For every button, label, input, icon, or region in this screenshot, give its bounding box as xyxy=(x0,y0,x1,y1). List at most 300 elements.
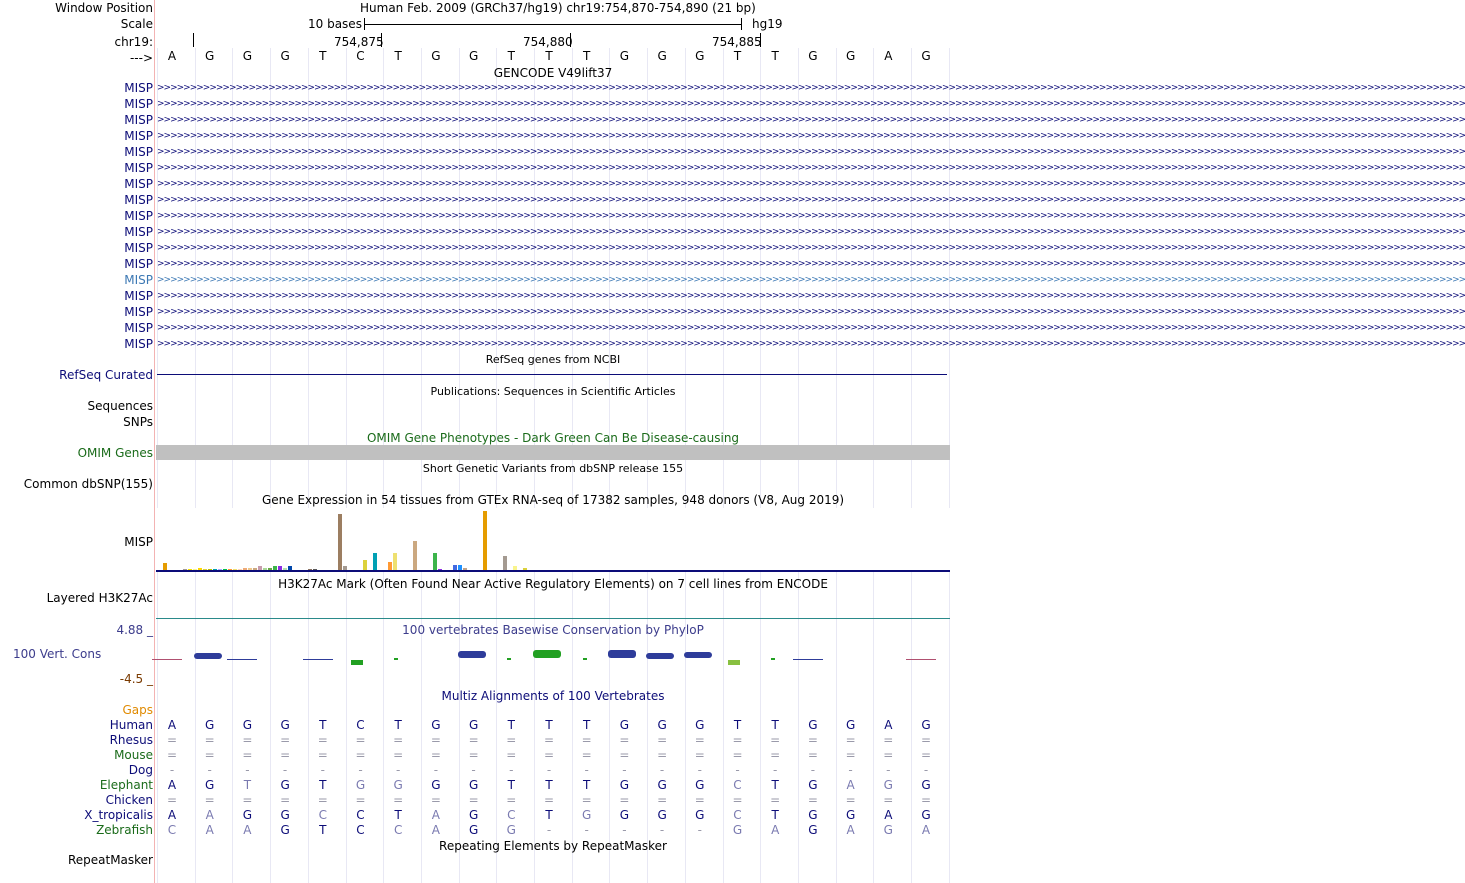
phylop-score-mark xyxy=(646,653,674,659)
gencode-track-title[interactable]: GENCODE V49lift37 xyxy=(493,66,613,80)
alignment-base: - xyxy=(923,763,929,777)
phylop-score-mark xyxy=(507,658,511,660)
species-label[interactable]: Mouse xyxy=(114,748,153,762)
gencode-transcript-arrows[interactable]: >>>>>>>>>>>>>>>>>>>>>>>>>>>>>>>>>>>>>>>>>>>>>>>>>>>>>>>>>>>>>>>>>>>>>>>>>>>>>>>>>>>>>>>>>>>>>>>>>>>>>>>>>>>>>>>>>>>>>>>>>>>>>>>>>>>>>>>>>>>>>>>>>>>>>>>>>>>>>>>>>>>>>>>>>>>>>>>>>>>>>>>>>>>>>>>>>>>>>>>> xyxy=(157,323,1465,333)
alignment-base: C xyxy=(356,808,365,822)
alignment-base: = xyxy=(393,748,404,762)
gtex-tissue-bar[interactable] xyxy=(483,511,487,571)
gtex-tissue-bar[interactable] xyxy=(338,514,342,571)
gtex-bar-chart[interactable] xyxy=(156,508,950,571)
gencode-transcript-label[interactable]: MISP xyxy=(124,225,153,239)
gencode-transcript-label[interactable]: MISP xyxy=(124,145,153,159)
refseq-track-title[interactable]: RefSeq genes from NCBI xyxy=(485,353,621,366)
gencode-transcript-arrows[interactable]: >>>>>>>>>>>>>>>>>>>>>>>>>>>>>>>>>>>>>>>>>>>>>>>>>>>>>>>>>>>>>>>>>>>>>>>>>>>>>>>>>>>>>>>>>>>>>>>>>>>>>>>>>>>>>>>>>>>>>>>>>>>>>>>>>>>>>>>>>>>>>>>>>>>>>>>>>>>>>>>>>>>>>>>>>>>>>>>>>>>>>>>>>>>>>>>>>>>>>>>> xyxy=(157,291,1465,301)
alignment-base: = xyxy=(770,748,781,762)
gtex-tissue-bar[interactable] xyxy=(503,556,507,571)
alignment-base: = xyxy=(581,793,592,807)
gencode-transcript-arrows[interactable]: >>>>>>>>>>>>>>>>>>>>>>>>>>>>>>>>>>>>>>>>>>>>>>>>>>>>>>>>>>>>>>>>>>>>>>>>>>>>>>>>>>>>>>>>>>>>>>>>>>>>>>>>>>>>>>>>>>>>>>>>>>>>>>>>>>>>>>>>>>>>>>>>>>>>>>>>>>>>>>>>>>>>>>>>>>>>>>>>>>>>>>>>>>>>>>>>>>>>>>>> xyxy=(157,83,1465,93)
alignment-base: = xyxy=(883,748,894,762)
alignment-base: G xyxy=(468,808,479,822)
sequence-base: G xyxy=(468,49,479,63)
alignment-base: T xyxy=(319,778,327,792)
phylop-score-mark xyxy=(303,659,333,660)
alignment-base: = xyxy=(732,793,743,807)
species-label[interactable]: Human xyxy=(109,718,153,732)
gencode-transcript-label[interactable]: MISP xyxy=(124,305,153,319)
alignment-base: = xyxy=(355,733,366,747)
sequence-base: T xyxy=(733,49,742,63)
species-label[interactable]: Zebrafish xyxy=(96,823,153,837)
gencode-transcript-label[interactable]: MISP xyxy=(124,209,153,223)
alignment-base: A xyxy=(431,808,440,822)
omim-gene-bar[interactable] xyxy=(156,445,950,460)
ruler-tick-label: 754,875 xyxy=(334,35,384,49)
dbsnp-label[interactable]: Common dbSNP(155) xyxy=(23,477,153,491)
gencode-transcript-label[interactable]: MISP xyxy=(124,97,153,111)
alignment-base: G xyxy=(280,718,290,732)
alignment-base: = xyxy=(430,793,441,807)
alignment-base: = xyxy=(619,733,630,747)
gtex-track-title[interactable]: Gene Expression in 54 tissues from GTEx RNA-seq of 17382 samples, 948 donors (V8, Aug 2019) xyxy=(261,493,845,507)
phylop-score-mark xyxy=(684,652,712,658)
dbsnp-track-title[interactable]: Short Genetic Variants from dbSNP release 155 xyxy=(422,462,684,475)
sequence-base: T xyxy=(545,49,553,63)
alignment-base: = xyxy=(920,733,932,747)
alignment-base: G xyxy=(845,808,856,822)
phylop-score-mark xyxy=(194,653,222,659)
gencode-transcript-arrows[interactable]: >>>>>>>>>>>>>>>>>>>>>>>>>>>>>>>>>>>>>>>>>>>>>>>>>>>>>>>>>>>>>>>>>>>>>>>>>>>>>>>>>>>>>>>>>>>>>>>>>>>>>>>>>>>>>>>>>>>>>>>>>>>>>>>>>>>>>>>>>>>>>>>>>>>>>>>>>>>>>>>>>>>>>>>>>>>>>>>>>>>>>>>>>>>>>>>>>>>>>>>> xyxy=(157,99,1465,109)
sequence-base: T xyxy=(583,49,591,63)
alignment-base: G xyxy=(468,823,479,837)
ruler-tick xyxy=(570,33,571,47)
snps-label[interactable]: SNPs xyxy=(123,415,153,429)
alignment-base: = xyxy=(393,793,404,807)
sequence-base: G xyxy=(695,49,705,63)
phylop-score-mark xyxy=(608,650,636,658)
alignment-base: - xyxy=(659,823,665,837)
alignment-base: C xyxy=(318,808,327,822)
gencode-transcript-label[interactable]: MISP xyxy=(124,321,153,335)
sequences-label[interactable]: Sequences xyxy=(87,399,153,413)
alignment-base: T xyxy=(771,808,779,822)
alignment-base: - xyxy=(509,763,514,777)
alignment-base: G xyxy=(808,718,818,732)
gencode-transcript-arrows[interactable]: >>>>>>>>>>>>>>>>>>>>>>>>>>>>>>>>>>>>>>>>>>>>>>>>>>>>>>>>>>>>>>>>>>>>>>>>>>>>>>>>>>>>>>>>>>>>>>>>>>>>>>>>>>>>>>>>>>>>>>>>>>>>>>>>>>>>>>>>>>>>>>>>>>>>>>>>>>>>>>>>>>>>>>>>>>>>>>>>>>>>>>>>>>>>>>>>>>>>>>>> xyxy=(157,259,1465,269)
alignment-base: G xyxy=(695,778,705,792)
refseq-label[interactable]: RefSeq Curated xyxy=(59,368,153,382)
alignment-base: T xyxy=(583,718,591,732)
alignment-base: - xyxy=(358,763,363,777)
alignment-base: G xyxy=(468,718,479,732)
alignment-base: - xyxy=(773,763,778,777)
alignment-base: T xyxy=(507,778,515,792)
alignment-base: = xyxy=(657,748,668,762)
alignment-base: G xyxy=(355,778,366,792)
alignment-base: - xyxy=(584,763,589,777)
assembly-label: hg19 xyxy=(752,17,783,31)
sequence-base: T xyxy=(394,49,402,63)
alignment-base: = xyxy=(807,793,818,807)
alignment-base: - xyxy=(433,763,439,777)
phylop-score-mark xyxy=(351,660,363,665)
alignment-base: = xyxy=(732,748,743,762)
gencode-transcript-label[interactable]: MISP xyxy=(124,241,153,255)
omim-label[interactable]: OMIM Genes xyxy=(77,446,153,460)
alignment-base: G xyxy=(657,718,667,732)
alignment-base: T xyxy=(545,718,553,732)
alignment-base: C xyxy=(733,778,742,792)
alignment-base: = xyxy=(770,733,781,747)
sequence-base: G xyxy=(657,49,667,63)
alignment-base: = xyxy=(920,793,932,807)
alignment-base: = xyxy=(317,733,328,747)
alignment-base: = xyxy=(506,793,517,807)
sequence-base: G xyxy=(921,49,931,63)
alignment-base: = xyxy=(242,748,253,762)
gencode-transcript-arrows[interactable]: >>>>>>>>>>>>>>>>>>>>>>>>>>>>>>>>>>>>>>>>>>>>>>>>>>>>>>>>>>>>>>>>>>>>>>>>>>>>>>>>>>>>>>>>>>>>>>>>>>>>>>>>>>>>>>>>>>>>>>>>>>>>>>>>>>>>>>>>>>>>>>>>>>>>>>>>>>>>>>>>>>>>>>>>>>>>>>>>>>>>>>>>>>>>>>>>>>>>>>>> xyxy=(157,307,1465,317)
ruler-tick xyxy=(760,33,761,47)
alignment-base: = xyxy=(845,733,856,747)
alignment-base: G xyxy=(808,808,818,822)
gtex-baseline xyxy=(156,570,950,572)
phylop-label[interactable]: 100 Vert. Cons xyxy=(13,647,102,661)
alignment-base: T xyxy=(545,808,553,822)
alignment-base: - xyxy=(622,763,627,777)
gencode-transcript-label[interactable]: MISP xyxy=(124,161,153,175)
alignment-base: A xyxy=(771,823,780,837)
alignment-base: G xyxy=(657,808,667,822)
alignment-base: G xyxy=(280,808,290,822)
refseq-gene-line[interactable] xyxy=(157,374,947,375)
alignment-base: T xyxy=(771,778,779,792)
alignment-base: T xyxy=(394,718,402,732)
gtex-label[interactable]: MISP xyxy=(124,535,153,549)
alignment-base: A xyxy=(205,823,214,837)
gencode-transcript-arrows[interactable]: >>>>>>>>>>>>>>>>>>>>>>>>>>>>>>>>>>>>>>>>>>>>>>>>>>>>>>>>>>>>>>>>>>>>>>>>>>>>>>>>>>>>>>>>>>>>>>>>>>>>>>>>>>>>>>>>>>>>>>>>>>>>>>>>>>>>>>>>>>>>>>>>>>>>>>>>>>>>>>>>>>>>>>>>>>>>>>>>>>>>>>>>>>>>>>>>>>>>>>>> xyxy=(157,211,1465,221)
gencode-transcript-arrows[interactable]: >>>>>>>>>>>>>>>>>>>>>>>>>>>>>>>>>>>>>>>>>>>>>>>>>>>>>>>>>>>>>>>>>>>>>>>>>>>>>>>>>>>>>>>>>>>>>>>>>>>>>>>>>>>>>>>>>>>>>>>>>>>>>>>>>>>>>>>>>>>>>>>>>>>>>>>>>>>>>>>>>>>>>>>>>>>>>>>>>>>>>>>>>>>>>>>>>>>>>>>> xyxy=(157,339,1465,349)
scale-label: Scale xyxy=(120,17,153,31)
species-label[interactable]: Rhesus xyxy=(109,733,153,747)
alignment-base: T xyxy=(583,778,591,792)
ruler-tick xyxy=(381,33,382,47)
phylop-track-title[interactable]: 100 vertebrates Basewise Conservation by PhyloP xyxy=(402,623,704,637)
alignment-base: G xyxy=(242,808,253,822)
alignment-base: = xyxy=(506,733,517,747)
alignment-base: = xyxy=(506,748,517,762)
alignment-base: A xyxy=(884,808,893,822)
scale-text: 10 bases xyxy=(308,17,362,31)
phylop-score-mark xyxy=(227,659,257,660)
gencode-transcript-arrows[interactable]: >>>>>>>>>>>>>>>>>>>>>>>>>>>>>>>>>>>>>>>>>>>>>>>>>>>>>>>>>>>>>>>>>>>>>>>>>>>>>>>>>>>>>>>>>>>>>>>>>>>>>>>>>>>>>>>>>>>>>>>>>>>>>>>>>>>>>>>>>>>>>>>>>>>>>>>>>>>>>>>>>>>>>>>>>>>>>>>>>>>>>>>>>>>>>>>>>>>>>>>> xyxy=(157,115,1465,125)
alignment-base: = xyxy=(468,748,479,762)
alignment-base: G xyxy=(883,823,893,837)
ruler-tick xyxy=(193,33,194,47)
alignment-base: C xyxy=(507,808,516,822)
alignment-base: A xyxy=(921,823,931,837)
alignment-base: = xyxy=(166,733,178,747)
alignment-base: = xyxy=(845,748,856,762)
alignment-base: = xyxy=(694,793,705,807)
gencode-transcript-arrows[interactable]: >>>>>>>>>>>>>>>>>>>>>>>>>>>>>>>>>>>>>>>>>>>>>>>>>>>>>>>>>>>>>>>>>>>>>>>>>>>>>>>>>>>>>>>>>>>>>>>>>>>>>>>>>>>>>>>>>>>>>>>>>>>>>>>>>>>>>>>>>>>>>>>>>>>>>>>>>>>>>>>>>>>>>>>>>>>>>>>>>>>>>>>>>>>>>>>>>>>>>>>> xyxy=(157,243,1465,253)
window-position-value: Human Feb. 2009 (GRCh37/hg19) chr19:754,870-754,890 (21 bp) xyxy=(360,1,756,15)
alignment-base: - xyxy=(697,763,702,777)
alignment-base: = xyxy=(694,733,705,747)
alignment-base: - xyxy=(584,823,589,837)
alignment-base: - xyxy=(659,763,665,777)
species-label[interactable]: X_tropicalis xyxy=(84,808,153,822)
alignment-base: G xyxy=(619,808,630,822)
alignment-base: G xyxy=(921,808,931,822)
alignment-base: - xyxy=(396,763,401,777)
alignment-base: G xyxy=(883,778,893,792)
alignment-base: T xyxy=(394,808,402,822)
sequence-base: G xyxy=(808,49,818,63)
alignment-base: - xyxy=(546,763,552,777)
alignment-base: - xyxy=(886,763,891,777)
alignment-base: = xyxy=(280,748,291,762)
alignment-base: = xyxy=(732,733,743,747)
gtex-tissue-bar[interactable] xyxy=(393,553,397,571)
alignment-base: = xyxy=(543,733,555,747)
ruler-tick-label: 754,880 xyxy=(523,35,573,49)
alignment-base: A xyxy=(846,823,855,837)
alignment-base: G xyxy=(845,718,856,732)
alignment-base: - xyxy=(207,763,212,777)
alignment-base: = xyxy=(204,748,215,762)
alignment-base: = xyxy=(280,793,291,807)
alignment-base: T xyxy=(733,718,742,732)
gtex-tissue-bar[interactable] xyxy=(413,541,417,571)
alignment-base: - xyxy=(810,763,816,777)
repeatmasker-track-title[interactable]: Repeating Elements by RepeatMasker xyxy=(439,839,667,853)
alignment-base: G xyxy=(808,823,818,837)
gencode-transcript-label[interactable]: MISP xyxy=(124,337,153,351)
ruler-tick-label: 754,885 xyxy=(712,35,762,49)
alignment-base: C xyxy=(733,808,742,822)
h3k27ac-signal-line xyxy=(156,618,950,619)
alignment-base: T xyxy=(771,718,779,732)
sequence-base: G xyxy=(242,49,253,63)
gencode-transcript-arrows[interactable]: >>>>>>>>>>>>>>>>>>>>>>>>>>>>>>>>>>>>>>>>>>>>>>>>>>>>>>>>>>>>>>>>>>>>>>>>>>>>>>>>>>>>>>>>>>>>>>>>>>>>>>>>>>>>>>>>>>>>>>>>>>>>>>>>>>>>>>>>>>>>>>>>>>>>>>>>>>>>>>>>>>>>>>>>>>>>>>>>>>>>>>>>>>>>>>>>>>>>>>>> xyxy=(157,179,1465,189)
alignment-base: = xyxy=(430,748,441,762)
gtex-tissue-bar[interactable] xyxy=(433,553,437,571)
alignment-base: G xyxy=(732,823,743,837)
alignment-base: = xyxy=(619,793,630,807)
alignment-base: A xyxy=(167,718,177,732)
alignment-base: G xyxy=(280,778,290,792)
alignment-base: - xyxy=(169,763,175,777)
alignment-base: - xyxy=(735,763,740,777)
scale-bar-left-tick xyxy=(364,18,365,30)
h3k27ac-track-title[interactable]: H3K27Ac Mark (Often Found Near Active Regulatory Elements) on 7 cell lines from ENCODE xyxy=(278,577,828,591)
alignment-base: = xyxy=(883,733,894,747)
phylop-score-mark xyxy=(906,659,936,660)
species-label[interactable]: Dog xyxy=(128,763,153,777)
phylop-score-mark xyxy=(771,658,775,660)
alignment-base: = xyxy=(393,733,404,747)
alignment-base: G xyxy=(506,823,516,837)
alignment-base: G xyxy=(205,778,215,792)
alignment-base: = xyxy=(770,793,781,807)
alignment-base: = xyxy=(468,793,479,807)
phylop-score-mark xyxy=(458,651,486,658)
alignment-base: G xyxy=(242,718,253,732)
gencode-transcript-arrows[interactable]: >>>>>>>>>>>>>>>>>>>>>>>>>>>>>>>>>>>>>>>>>>>>>>>>>>>>>>>>>>>>>>>>>>>>>>>>>>>>>>>>>>>>>>>>>>>>>>>>>>>>>>>>>>>>>>>>>>>>>>>>>>>>>>>>>>>>>>>>>>>>>>>>>>>>>>>>>>>>>>>>>>>>>>>>>>>>>>>>>>>>>>>>>>>>>>>>>>>>>>>> xyxy=(157,131,1465,141)
sequence-base: T xyxy=(771,49,779,63)
gencode-transcript-label[interactable]: MISP xyxy=(124,113,153,127)
alignment-base: - xyxy=(282,763,288,777)
multiz-track-title[interactable]: Multiz Alignments of 100 Vertebrates xyxy=(441,689,665,703)
omim-track-title[interactable]: OMIM Gene Phenotypes - Dark Green Can Be Disease-causing xyxy=(366,431,740,445)
alignment-base: G xyxy=(695,808,705,822)
alignment-base: A xyxy=(431,823,440,837)
alignment-base: G xyxy=(205,718,215,732)
alignment-base: G xyxy=(280,823,290,837)
sequence-base: C xyxy=(356,49,365,63)
gencode-transcript-label[interactable]: MISP xyxy=(124,273,153,287)
gencode-transcript-label[interactable]: MISP xyxy=(124,177,153,191)
repeatmasker-label[interactable]: RepeatMasker xyxy=(67,853,153,867)
scale-bar-right-tick xyxy=(741,18,742,30)
sequence-base: T xyxy=(507,49,515,63)
gencode-transcript-arrows[interactable]: >>>>>>>>>>>>>>>>>>>>>>>>>>>>>>>>>>>>>>>>>>>>>>>>>>>>>>>>>>>>>>>>>>>>>>>>>>>>>>>>>>>>>>>>>>>>>>>>>>>>>>>>>>>>>>>>>>>>>>>>>>>>>>>>>>>>>>>>>>>>>>>>>>>>>>>>>>>>>>>>>>>>>>>>>>>>>>>>>>>>>>>>>>>>>>>>>>>>>>>> xyxy=(157,147,1465,157)
alignment-base: G xyxy=(695,718,705,732)
alignment-base: = xyxy=(807,733,818,747)
alignment-base: = xyxy=(543,793,555,807)
phylop-score-mark xyxy=(728,660,740,665)
alignment-base: G xyxy=(393,778,403,792)
alignment-base: G xyxy=(921,778,931,792)
alignment-base: - xyxy=(471,763,476,777)
alignment-base: G xyxy=(619,778,630,792)
alignment-base: = xyxy=(204,733,215,747)
sequence-base: G xyxy=(619,49,630,63)
sequence-base: A xyxy=(884,49,893,63)
alignment-base: = xyxy=(581,733,592,747)
alignment-base: T xyxy=(319,718,327,732)
sequence-base: G xyxy=(431,49,441,63)
phylop-min-label: -4.5 _ xyxy=(119,672,153,686)
alignment-base: = xyxy=(883,793,894,807)
alignment-base: = xyxy=(280,733,291,747)
species-label[interactable]: Chicken xyxy=(105,793,153,807)
alignment-base: C xyxy=(393,823,403,837)
alignment-base: G xyxy=(657,778,667,792)
alignment-base: C xyxy=(356,718,365,732)
scale-bar xyxy=(364,24,741,25)
strand-label: ---> xyxy=(129,51,153,65)
gencode-transcript-label[interactable]: MISP xyxy=(124,289,153,303)
phylop-score-mark xyxy=(533,650,561,658)
publications-track-title[interactable]: Publications: Sequences in Scientific Articles xyxy=(430,385,676,398)
alignment-base: A xyxy=(167,808,177,822)
phylop-score-mark xyxy=(583,658,587,660)
sequence-base: G xyxy=(280,49,290,63)
alignment-base: T xyxy=(243,778,252,792)
alignment-base: = xyxy=(242,733,253,747)
phylop-score-mark xyxy=(394,658,398,660)
alignment-base: T xyxy=(507,718,515,732)
window-position-label: Window Position xyxy=(55,1,153,15)
species-label[interactable]: Elephant xyxy=(99,778,153,792)
gencode-transcript-arrows[interactable]: >>>>>>>>>>>>>>>>>>>>>>>>>>>>>>>>>>>>>>>>>>>>>>>>>>>>>>>>>>>>>>>>>>>>>>>>>>>>>>>>>>>>>>>>>>>>>>>>>>>>>>>>>>>>>>>>>>>>>>>>>>>>>>>>>>>>>>>>>>>>>>>>>>>>>>>>>>>>>>>>>>>>>>>>>>>>>>>>>>>>>>>>>>>>>>>>>>>>>>>> xyxy=(157,227,1465,237)
label-column-divider xyxy=(154,0,155,883)
gtex-tissue-bar[interactable] xyxy=(373,553,377,571)
alignment-base: A xyxy=(205,808,214,822)
alignment-base: G xyxy=(921,718,931,732)
alignment-base: - xyxy=(697,823,702,837)
alignment-base: = xyxy=(543,748,555,762)
sequence-base: G xyxy=(205,49,215,63)
alignment-base: = xyxy=(845,793,856,807)
alignment-base: = xyxy=(317,793,328,807)
alignment-base: = xyxy=(581,748,592,762)
alignment-base: = xyxy=(430,733,441,747)
alignment-base: - xyxy=(622,823,627,837)
alignment-base: T xyxy=(319,823,327,837)
alignment-base: - xyxy=(848,763,853,777)
alignment-base: = xyxy=(355,793,366,807)
alignment-base: T xyxy=(545,778,553,792)
alignment-base: = xyxy=(166,793,178,807)
alignment-base: = xyxy=(807,748,818,762)
alignment-base: = xyxy=(657,733,668,747)
alignment-base: - xyxy=(320,763,325,777)
alignment-base: G xyxy=(582,808,592,822)
alignment-base: A xyxy=(243,823,252,837)
gencode-transcript-arrows[interactable]: >>>>>>>>>>>>>>>>>>>>>>>>>>>>>>>>>>>>>>>>>>>>>>>>>>>>>>>>>>>>>>>>>>>>>>>>>>>>>>>>>>>>>>>>>>>>>>>>>>>>>>>>>>>>>>>>>>>>>>>>>>>>>>>>>>>>>>>>>>>>>>>>>>>>>>>>>>>>>>>>>>>>>>>>>>>>>>>>>>>>>>>>>>>>>>>>>>>>>>>> xyxy=(157,195,1465,205)
alignment-base: - xyxy=(245,763,250,777)
alignment-base: = xyxy=(204,793,215,807)
gencode-transcript-label[interactable]: MISP xyxy=(124,81,153,95)
alignment-base: A xyxy=(167,778,177,792)
gencode-transcript-arrows[interactable]: >>>>>>>>>>>>>>>>>>>>>>>>>>>>>>>>>>>>>>>>>>>>>>>>>>>>>>>>>>>>>>>>>>>>>>>>>>>>>>>>>>>>>>>>>>>>>>>>>>>>>>>>>>>>>>>>>>>>>>>>>>>>>>>>>>>>>>>>>>>>>>>>>>>>>>>>>>>>>>>>>>>>>>>>>>>>>>>>>>>>>>>>>>>>>>>>>>>>>>>> xyxy=(157,163,1465,173)
chrom-label: chr19: xyxy=(114,35,153,49)
alignment-base: = xyxy=(657,793,668,807)
phylop-score-mark xyxy=(152,659,182,660)
phylop-max-label: 4.88 _ xyxy=(116,623,153,637)
alignment-base: G xyxy=(431,718,441,732)
alignment-base: = xyxy=(355,748,366,762)
alignment-base: G xyxy=(808,778,818,792)
h3k27ac-label[interactable]: Layered H3K27Ac xyxy=(46,591,153,605)
alignment-base: A xyxy=(884,718,893,732)
gencode-transcript-label[interactable]: MISP xyxy=(124,193,153,207)
alignment-base: G xyxy=(431,778,441,792)
gencode-transcript-label[interactable]: MISP xyxy=(124,257,153,271)
sequence-base: A xyxy=(167,49,177,63)
alignment-base: = xyxy=(694,748,705,762)
alignment-base: G xyxy=(468,778,479,792)
alignment-base: C xyxy=(356,823,365,837)
alignment-base: = xyxy=(920,748,932,762)
gaps-label: Gaps xyxy=(122,703,153,717)
alignment-base: C xyxy=(167,823,177,837)
alignment-base: A xyxy=(846,778,855,792)
gencode-transcript-arrows[interactable]: >>>>>>>>>>>>>>>>>>>>>>>>>>>>>>>>>>>>>>>>>>>>>>>>>>>>>>>>>>>>>>>>>>>>>>>>>>>>>>>>>>>>>>>>>>>>>>>>>>>>>>>>>>>>>>>>>>>>>>>>>>>>>>>>>>>>>>>>>>>>>>>>>>>>>>>>>>>>>>>>>>>>>>>>>>>>>>>>>>>>>>>>>>>>>>>>>>>>>>>> xyxy=(157,275,1465,285)
sequence-base: G xyxy=(845,49,856,63)
sequence-base: T xyxy=(319,49,327,63)
gencode-transcript-label[interactable]: MISP xyxy=(124,129,153,143)
phylop-score-mark xyxy=(793,659,823,660)
alignment-base: = xyxy=(468,733,479,747)
alignment-base: G xyxy=(619,718,630,732)
alignment-base: = xyxy=(166,748,178,762)
alignment-base: = xyxy=(317,748,328,762)
alignment-base: = xyxy=(242,793,253,807)
alignment-base: = xyxy=(619,748,630,762)
alignment-base: - xyxy=(546,823,552,837)
